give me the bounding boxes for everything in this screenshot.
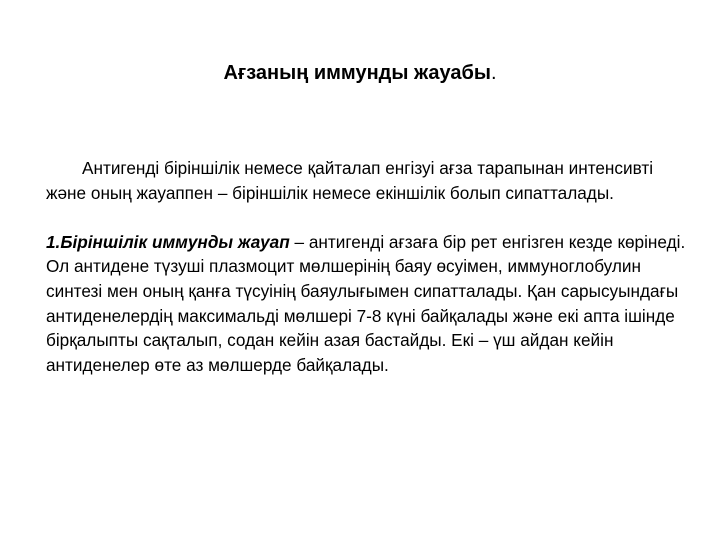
paragraph-spacer <box>46 205 686 230</box>
slide-title <box>0 58 720 88</box>
primary-immune-response-paragraph <box>46 230 686 378</box>
intro-paragraph: Антигенді біріншілік немесе қайталап енгізуі ағза тарапынан интенсивті және оның жауаппен – біріншілік немесе екіншілік болып сипатталады. <box>46 158 654 203</box>
primary-immune-response-term: 1.Біріншілік иммунды жауап <box>46 231 290 252</box>
primary-immune-response-text: – антигенді ағзаға бір рет енгізген кезде көрінеді. Ол антидене түзуші плазмоцит мөлшерінің баяу өсуімен, иммуноглобулин синтезі мен оның қанға түсуінің баяулығымен сипатталады. Қан сарысуындағы антиденелердің максимальді мөлшері 7-8 күні байқалады және екі апта ішінде бірқалыпты сақталып, содан кейін азая бастайды. Екі – үш айдан кейін антиденелер өте аз мөлшерде байқалады. <box>46 231 686 375</box>
slide-title-dot: . <box>490 62 497 84</box>
slide-title-text: Ағзаның иммунды жауабы <box>223 62 491 84</box>
slide-body <box>46 156 686 377</box>
